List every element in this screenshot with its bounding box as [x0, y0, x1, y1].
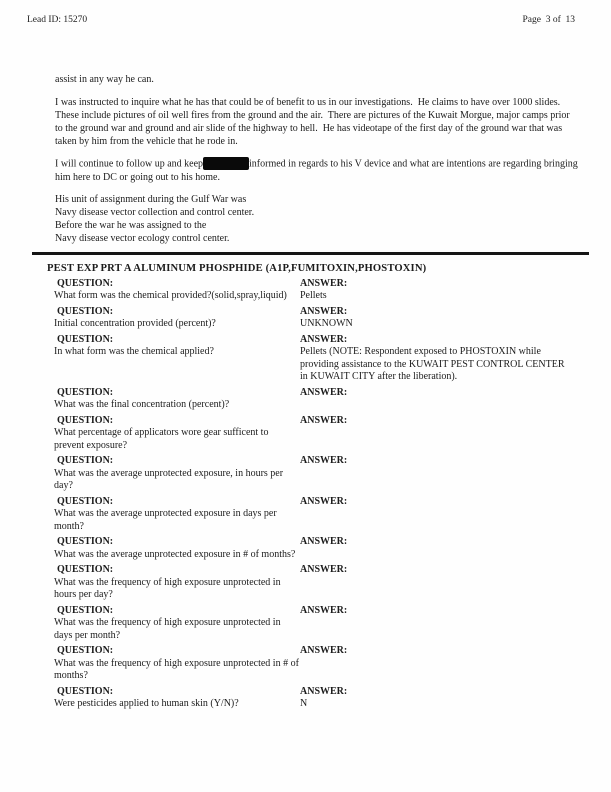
question-text: What was the average unprotected exposure in # of months? [54, 548, 296, 560]
qa-label-row [0, 334, 611, 347]
question-text: What was the frequency of high exposure unprotected in hours per day? [54, 576, 281, 600]
qa-pair [0, 686, 611, 711]
text-line: Navy disease vector ecology control center. [55, 232, 230, 244]
question-label: QUESTION: [57, 685, 114, 697]
qa-pair [0, 387, 611, 412]
paragraph-follow-up [55, 157, 579, 184]
qa-text-row [0, 290, 611, 303]
question-label: QUESTION: [57, 386, 114, 398]
answer-text: Pellets (NOTE: Respondent exposed to PHOSTOXIN while providing assistance to the KUWAIT PEST CONTROL CENTER in KUWAIT CITY after the liberation). [300, 346, 565, 382]
redaction-box [203, 157, 249, 170]
follow-up-text-after: informed in regards to his V device and what are intentions are regarding bringing him here to DC or going out to his home. [55, 158, 581, 183]
answer-label: ANSWER: [300, 455, 348, 466]
qa-text-row [0, 318, 611, 331]
question-text: Initial concentration provided (percent)? [54, 318, 216, 329]
qa-label-row [0, 496, 611, 509]
question-text: In what form was the chemical applied? [54, 346, 214, 357]
question-text: What was the average unprotected exposure in days per month? [54, 508, 277, 532]
answer-label: ANSWER: [300, 386, 348, 398]
qa-text-row [0, 427, 611, 452]
qa-label-row [0, 686, 611, 699]
question-text: What percentage of applicators wore gear sufficent to prevent exposure? [54, 427, 269, 451]
qa-pair [0, 306, 611, 331]
answer-label: ANSWER: [300, 277, 348, 289]
answer-label: ANSWER: [300, 333, 348, 345]
qa-text-row [0, 346, 611, 384]
text-line: Navy disease vector collection and control center. [55, 206, 255, 218]
qa-label-row [0, 278, 611, 291]
paragraph-assist: assist in any way he can. [55, 74, 154, 85]
qa-pair [0, 334, 611, 384]
answer-label: ANSWER: [300, 305, 348, 317]
question-label: QUESTION: [57, 645, 114, 656]
question-label: QUESTION: [57, 455, 114, 466]
qa-pair [0, 415, 611, 453]
question-text: What was the average unprotected exposure, in hours per day? [54, 467, 284, 491]
answer-label: ANSWER: [300, 604, 348, 616]
question-text: Were pesticides applied to human skin (Y/N)? [54, 698, 239, 709]
qa-pair [0, 278, 611, 303]
qa-label-row [0, 605, 611, 618]
qa-text-row [0, 698, 611, 711]
question-label: QUESTION: [57, 277, 114, 289]
qa-pair [0, 455, 611, 493]
qa-label-row [0, 645, 611, 658]
qa-label-row [0, 536, 611, 549]
paragraph-instructed: I was instructed to inquire what he has that could be of benefit to us in our investigations. He claims to have over 1000 slides. These include pictures of oil well fires from the ground and the air. There are pictures of the Kuwait Morgue, major camps prior to the ground war and ground and air slide of the highway to hell. He has videotape of the first day of the ground war that was taken by him from the vehicle that he rode in. [55, 97, 573, 147]
answer-label: ANSWER: [300, 685, 348, 697]
text-line: His unit of assignment during the Gulf War was [55, 193, 247, 205]
qa-text-row [0, 617, 611, 642]
qa-label-row [0, 415, 611, 428]
question-label: QUESTION: [57, 495, 114, 507]
answer-label: ANSWER: [300, 564, 348, 575]
page-header [0, 0, 611, 26]
qa-pair [0, 645, 611, 683]
answer-label: ANSWER: [300, 645, 348, 656]
question-label: QUESTION: [57, 333, 114, 345]
text-line: Before the war he was assigned to the [55, 219, 207, 231]
page-number: Page 3 of 13 [522, 15, 575, 25]
qa-label-row [0, 306, 611, 319]
lead-id: Lead ID: 15270 [27, 15, 88, 25]
answer-text: N [300, 698, 308, 709]
answer-text: Pellets [300, 290, 327, 301]
question-label: QUESTION: [57, 564, 114, 575]
question-text: What was the final concentration (percent)? [54, 399, 230, 410]
question-label: QUESTION: [57, 604, 114, 616]
section-title: PEST EXP PRT A ALUMINUM PHOSPHIDE (A1P,FUMITOXIN,PHOSTOXIN) [47, 262, 427, 274]
qa-text-row [0, 658, 611, 683]
qa-label-row [0, 387, 611, 400]
answer-label: ANSWER: [300, 495, 348, 507]
qa-text-row [0, 468, 611, 493]
follow-up-text-before: I will continue to follow up and keep [55, 158, 204, 170]
answer-text: UNKNOWN [300, 318, 353, 329]
qa-text-row [0, 549, 611, 562]
section-divider-rule [32, 252, 589, 255]
answer-label: ANSWER: [300, 536, 348, 547]
unit-assignment-lines [55, 193, 611, 245]
qa-pair [0, 605, 611, 643]
qa-pair [0, 496, 611, 534]
question-text: What was the frequency of high exposure unprotected in # of months? [54, 657, 299, 681]
qa-text-row [0, 399, 611, 412]
qa-pair [0, 564, 611, 602]
question-label: QUESTION: [57, 305, 114, 317]
qa-list [0, 278, 611, 711]
qa-text-row [0, 508, 611, 533]
qa-label-row [0, 455, 611, 468]
qa-label-row [0, 564, 611, 577]
qa-text-row [0, 577, 611, 602]
question-text: What was the frequency of high exposure unprotected in days per month? [54, 617, 281, 641]
qa-pair [0, 536, 611, 561]
question-text: What form was the chemical provided?(solid,spray,liquid) [54, 290, 287, 301]
answer-label: ANSWER: [300, 414, 348, 426]
question-label: QUESTION: [57, 536, 114, 547]
question-label: QUESTION: [57, 414, 114, 426]
